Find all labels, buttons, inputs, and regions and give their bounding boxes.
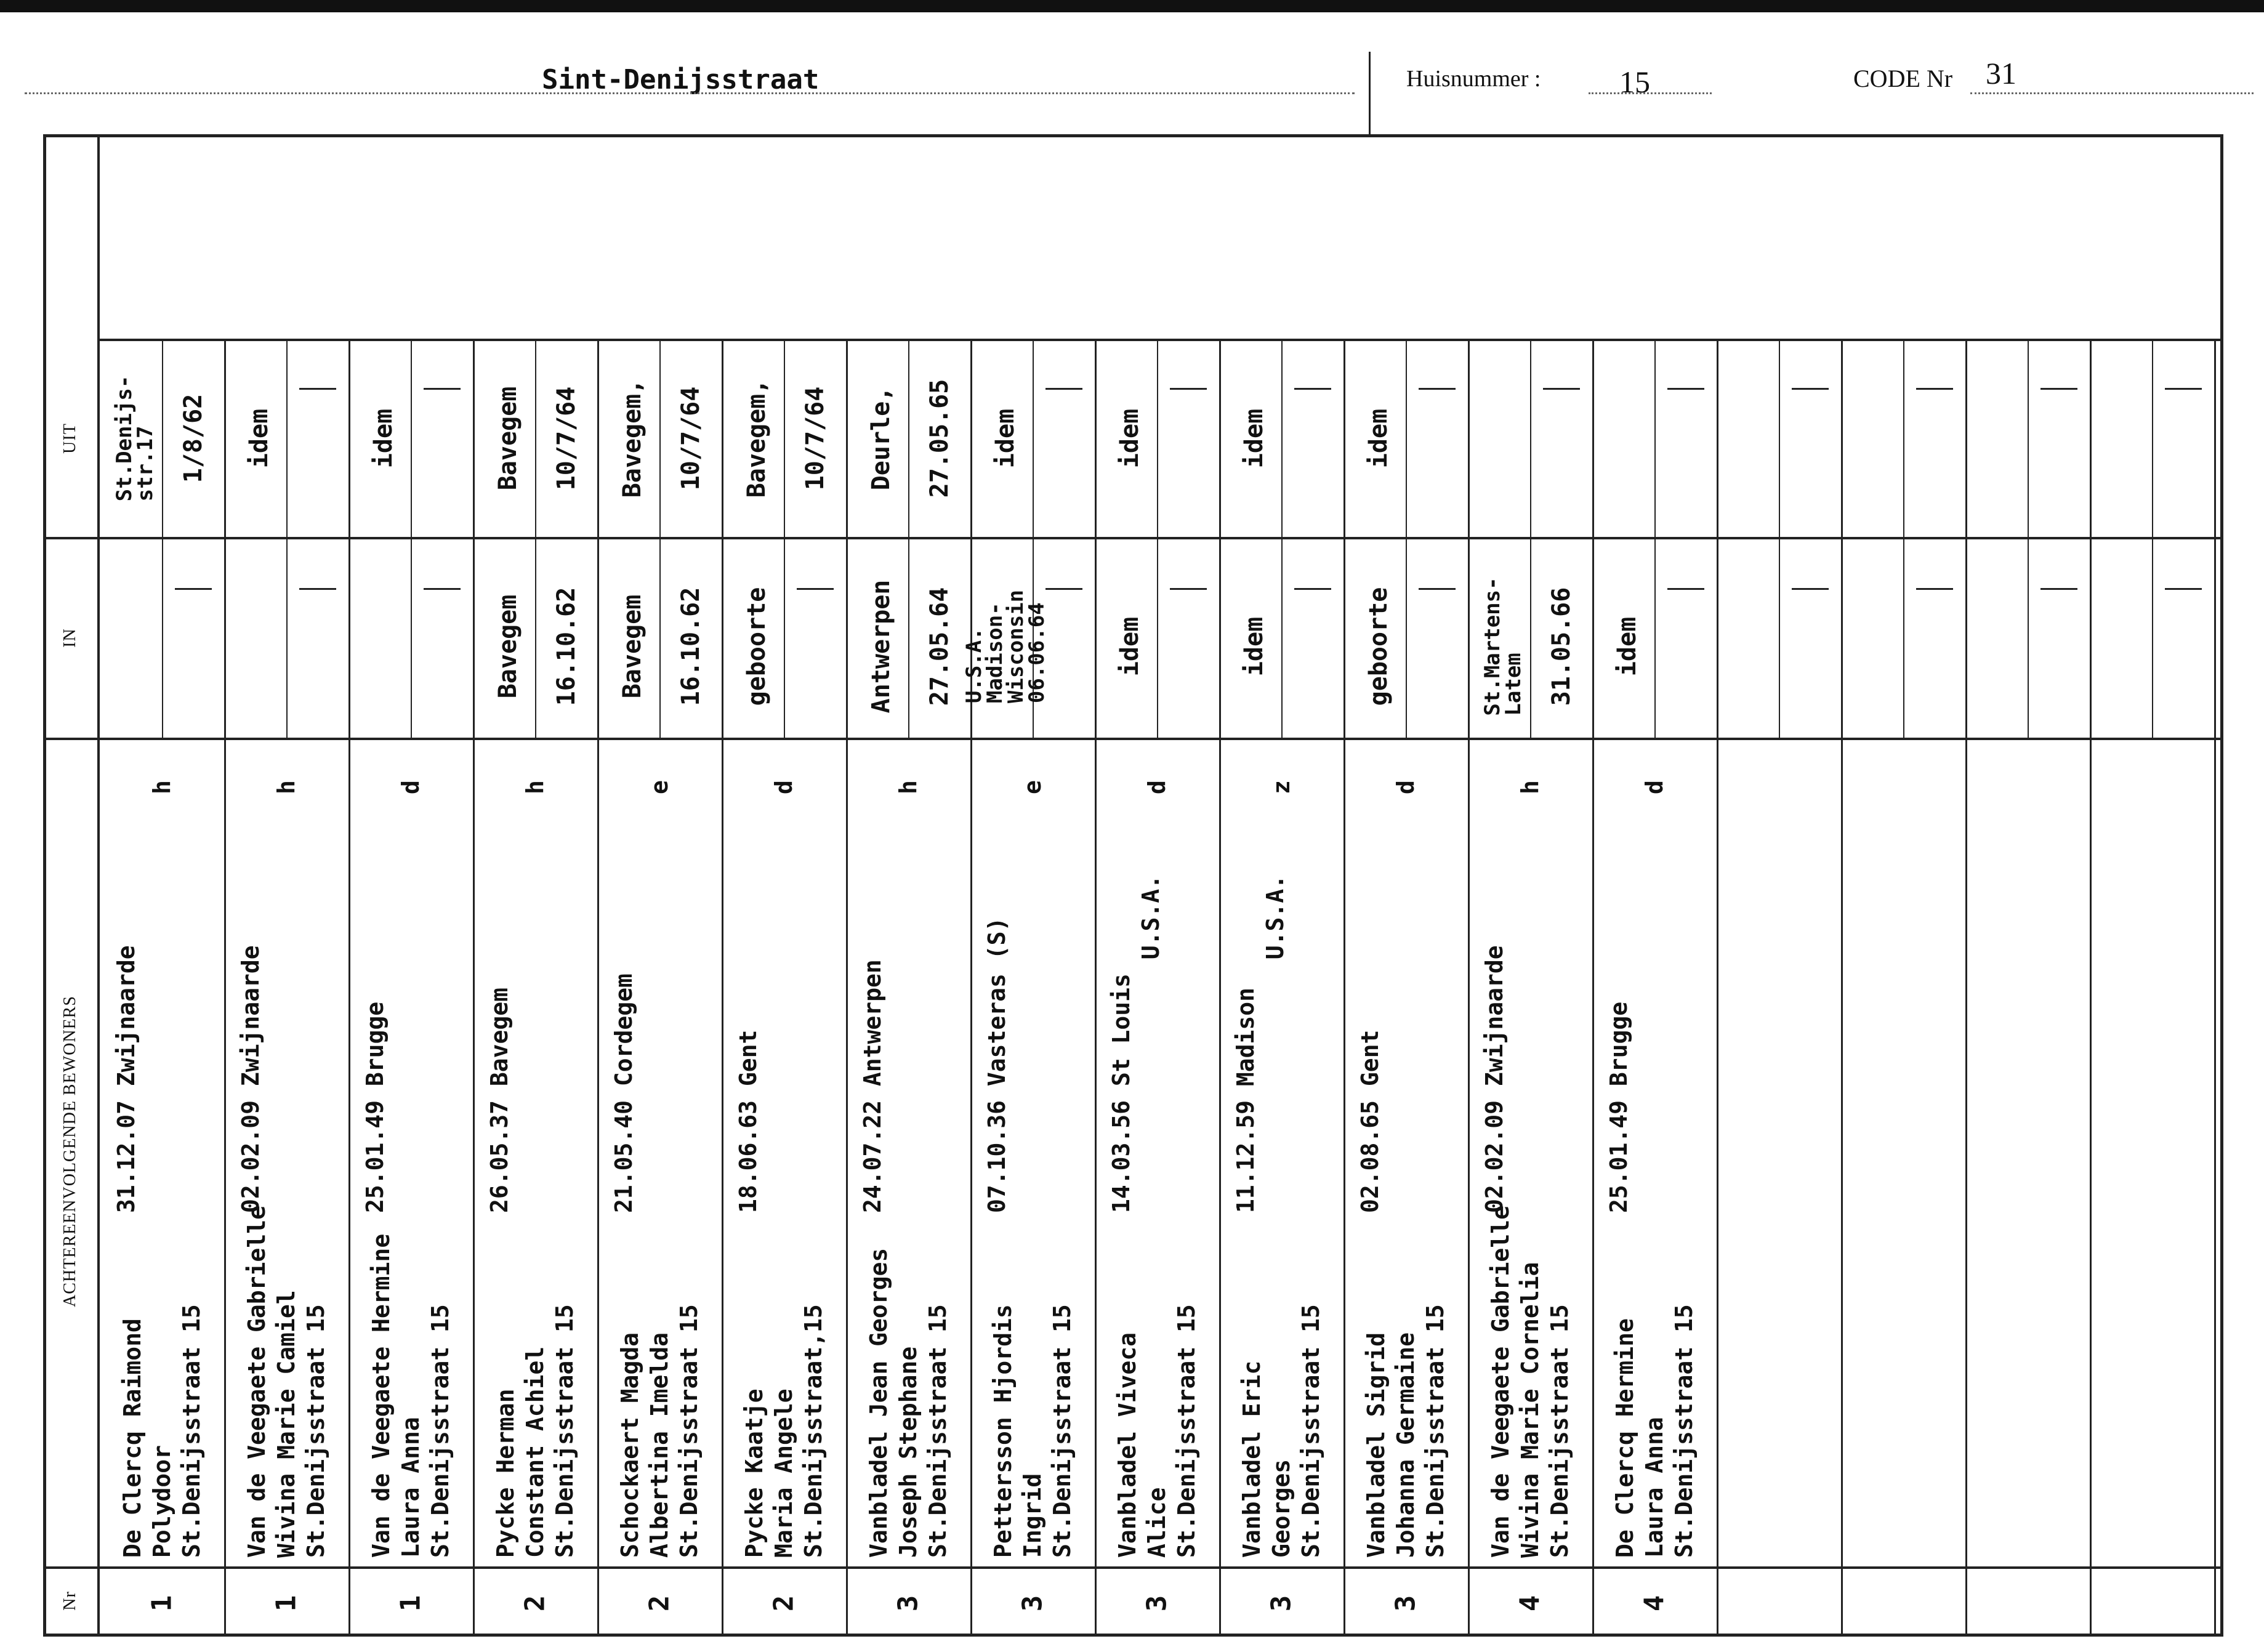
out-date: 27.05.65 [925, 379, 954, 498]
section-line-top [99, 339, 2223, 341]
resident-entry [361, 745, 455, 1558]
house-number-dotted-line [1589, 92, 1712, 94]
in-inner-split [659, 539, 661, 738]
resident-sex: d [770, 780, 797, 794]
in-date-empty [2040, 588, 2077, 590]
resident-given-names: Johanna Germaine [1392, 1332, 1419, 1558]
out-date-empty [1543, 388, 1580, 390]
resident-address: St.Denijsstraat 15 [427, 1304, 454, 1558]
uit-inner-split [908, 341, 909, 537]
uit-inner-split [1530, 341, 1531, 537]
resident-address: St.Denijsstraat 15 [1422, 1304, 1449, 1558]
row-separator [2090, 339, 2092, 1637]
column-label-residents: ACHTEREENVOLGENDE BEWONERS [60, 996, 79, 1307]
resident-given-names: Wivina Marie Camiel [273, 1290, 300, 1558]
resident-given-names: Laura Anna [1641, 1417, 1668, 1558]
row-separator [1841, 339, 1843, 1637]
row-separator [970, 339, 972, 1637]
out-place: idem [369, 408, 398, 469]
resident-birth: 07.10.36 Vasteras (S) [983, 917, 1010, 1213]
resident-sex: e [1019, 780, 1046, 794]
row-number: 3 [1017, 1595, 1049, 1612]
out-date: 10/7/64 [552, 386, 581, 491]
code-dotted-line [1970, 92, 2254, 94]
section-line-uit-in [43, 537, 2223, 539]
resident-address: St.Denijsstraat 15 [1173, 1304, 1200, 1558]
resident-given-names: Ingrid [1019, 1473, 1046, 1558]
in-inner-split [908, 539, 909, 738]
resident-entry [1108, 745, 1201, 1558]
resident-address: St.Denijsstraat 15 [1546, 1304, 1573, 1558]
street-name: Sint-Denijsstraat [542, 64, 820, 95]
in-date: 27.05.64 [925, 587, 954, 706]
row-number: 3 [1141, 1595, 1173, 1612]
resident-given-names: Alice [1143, 1487, 1170, 1558]
uit-inner-split [1654, 341, 1656, 537]
resident-name: Pycke Herman [492, 1388, 519, 1558]
row-separator [1717, 339, 1718, 1637]
nr-inner-split [1095, 1569, 1097, 1637]
resident-given-names: Maria Angele [770, 1388, 797, 1558]
row-number: 2 [519, 1595, 551, 1612]
row-separator [1468, 339, 1470, 1637]
nr-inner-split [1592, 1569, 1594, 1637]
in-place: geboorte [742, 587, 771, 706]
row-number: 3 [1390, 1595, 1422, 1612]
row-number: 4 [1638, 1595, 1670, 1612]
resident-birth: 02.08.65 Gent [1356, 1029, 1384, 1213]
row-separator [1965, 339, 1967, 1637]
in-inner-split [2028, 539, 2029, 738]
section-line-in-bewoners [43, 738, 2223, 740]
out-date-empty [1294, 388, 1331, 390]
resident-birth: 02.02.09 Zwijnaarde [237, 945, 264, 1213]
in-inner-split [1779, 539, 1780, 738]
nr-inner-split [722, 1569, 723, 1637]
out-date-empty [2165, 388, 2202, 390]
in-inner-split [1903, 539, 1904, 738]
resident-birth: 21.05.40 Cordegem [610, 973, 637, 1213]
in-date-empty [1916, 588, 1953, 590]
resident-address: St.Denijsstraat,15 [800, 1304, 827, 1558]
in-inner-split [1406, 539, 1407, 738]
resident-entry [983, 745, 1077, 1558]
resident-given-names: Constant Achiel [522, 1346, 549, 1558]
out-place: idem [1364, 408, 1393, 469]
resident-birth: 26.05.37 Bavegem [486, 987, 513, 1213]
section-line-bewoners-nr [43, 1566, 2223, 1569]
in-date: 31.05.66 [1547, 587, 1576, 706]
resident-birth: 25.01.49 Brugge [361, 1001, 389, 1213]
nr-inner-split [846, 1569, 848, 1637]
resident-given-names: Wivina Marie Cornelia [1517, 1262, 1544, 1558]
uit-inner-split [286, 341, 288, 537]
out-place: St.Denijs- str.17 [111, 375, 158, 502]
resident-sex: d [1392, 780, 1419, 794]
uit-inner-split [1779, 341, 1780, 537]
nr-inner-split [473, 1569, 475, 1637]
resident-entry [237, 745, 331, 1558]
row-separator [846, 339, 848, 1637]
resident-entry [113, 745, 206, 1558]
uit-inner-split [1033, 341, 1034, 537]
in-date: 16.10.62 [552, 587, 581, 706]
column-label-uit: UIT [60, 423, 79, 454]
out-date: 1/8/62 [179, 393, 207, 483]
uit-inner-split [1281, 341, 1283, 537]
out-date-empty [1419, 388, 1456, 390]
row-separator [224, 339, 226, 1637]
in-inner-split [162, 539, 163, 738]
row-separator [1343, 339, 1345, 1637]
nr-inner-split [597, 1569, 599, 1637]
out-date-empty [2040, 388, 2077, 390]
in-date-empty [1170, 588, 1207, 590]
row-number: 4 [1514, 1595, 1546, 1612]
out-date-empty [1916, 388, 1953, 390]
row-number: 3 [1265, 1595, 1297, 1612]
resident-birth: 14.03.56 St Louis U.S.A. [1108, 874, 1164, 1213]
resident-sex: e [646, 780, 673, 794]
in-inner-split [286, 539, 288, 738]
nr-inner-split [970, 1569, 972, 1637]
in-inner-split [1530, 539, 1531, 738]
resident-birth: 25.01.49 Brugge [1605, 1001, 1632, 1213]
column-label-nr: Nr [60, 1591, 79, 1611]
uit-inner-split [784, 341, 785, 537]
out-date-empty [424, 388, 461, 390]
out-place: Bavegem, [742, 379, 771, 498]
in-place: Bavegem [618, 594, 647, 699]
resident-sex: h [522, 780, 549, 794]
resident-entry [1605, 745, 1699, 1558]
resident-sex: d [397, 780, 424, 794]
out-date-empty [1792, 388, 1829, 390]
resident-sex: d [1641, 780, 1668, 794]
uit-inner-split [1406, 341, 1407, 537]
out-place: idem [244, 408, 273, 469]
out-date-empty [1045, 388, 1082, 390]
resident-address: St.Denijsstraat 15 [1049, 1304, 1076, 1558]
out-date-empty [299, 388, 336, 390]
nr-inner-split [1841, 1569, 1843, 1637]
resident-name: Pettersson Hjordis [989, 1304, 1017, 1558]
header-separator [1369, 52, 1371, 135]
uit-inner-split [659, 341, 661, 537]
out-place: idem [991, 408, 1020, 469]
code-value: 31 [1986, 56, 2016, 91]
resident-given-names: Albertina Imelda [646, 1332, 673, 1558]
resident-sex: h [273, 780, 300, 794]
nr-inner-split [1965, 1569, 1967, 1637]
in-date-empty [1792, 588, 1829, 590]
out-date: 10/7/64 [676, 386, 705, 491]
row-separator [2214, 339, 2216, 1637]
house-number-label: Huisnummer : [1406, 66, 1541, 92]
uit-inner-split [535, 341, 536, 537]
resident-birth: 31.12.07 Zwijnaarde [113, 945, 140, 1213]
in-date-empty [2165, 588, 2202, 590]
resident-address: St.Denijsstraat 15 [178, 1304, 205, 1558]
in-place: idem [1115, 616, 1144, 677]
row-separator [1095, 339, 1097, 1637]
resident-address: St.Denijsstraat 15 [302, 1304, 329, 1558]
in-date-empty [1667, 588, 1704, 590]
out-place: Bavegem [493, 386, 522, 491]
uit-inner-split [1903, 341, 1904, 537]
resident-given-names: Joseph Stephane [895, 1346, 922, 1558]
in-place: St.Martens- Latem [1480, 577, 1526, 716]
row-number: 1 [270, 1595, 302, 1612]
in-inner-split [1654, 539, 1656, 738]
resident-birth: 11.12.59 Madison U.S.A. [1232, 874, 1289, 1213]
nr-inner-split [1219, 1569, 1221, 1637]
row-separator [722, 339, 723, 1637]
resident-entry [859, 745, 953, 1558]
resident-birth: 02.02.09 Zwijnaarde [1481, 945, 1508, 1213]
resident-address: St.Denijsstraat 15 [1297, 1304, 1324, 1558]
resident-sex: h [1517, 780, 1544, 794]
resident-name: Schockaert Magda [616, 1332, 643, 1558]
resident-name: Van de Veegaete Gabrielle [243, 1206, 270, 1558]
in-inner-split [784, 539, 785, 738]
row-number: 2 [643, 1595, 675, 1612]
resident-entry [1356, 745, 1450, 1558]
resident-name: Van de Veegaete Gabrielle [1487, 1206, 1514, 1558]
in-date-empty [1294, 588, 1331, 590]
out-place: idem [1239, 408, 1268, 469]
out-date-empty [1667, 388, 1704, 390]
resident-given-names: Polydoor [148, 1444, 175, 1558]
resident-given-names: Laura Anna [397, 1417, 424, 1558]
in-inner-split [411, 539, 412, 738]
resident-address: St.Denijsstraat 15 [1670, 1304, 1698, 1558]
resident-entry [1232, 745, 1326, 1558]
resident-name: Pycke Kaatje [741, 1388, 768, 1558]
resident-sex: h [895, 780, 922, 794]
in-date-empty [1419, 588, 1456, 590]
resident-name: Vanbladel Viveca [1114, 1332, 1141, 1558]
nr-inner-split [2090, 1569, 2092, 1637]
in-date-empty [797, 588, 834, 590]
row-number: 1 [395, 1595, 427, 1612]
resident-birth: 18.06.63 Gent [735, 1029, 762, 1213]
resident-name: Van de Veegaete Hermine [368, 1233, 395, 1558]
out-place: idem [1115, 408, 1144, 469]
in-inner-split [1281, 539, 1283, 738]
resident-entry [735, 745, 828, 1558]
out-place: Bavegem, [618, 379, 647, 498]
resident-name: De Clercq Raimond [119, 1318, 146, 1558]
nr-inner-split [1343, 1569, 1345, 1637]
row-number: 1 [146, 1595, 178, 1612]
street-dotted-line [25, 92, 1355, 94]
resident-birth: 24.07.22 Antwerpen [859, 959, 886, 1213]
resident-address: St.Denijsstraat 15 [675, 1304, 703, 1558]
in-place: Bavegem [493, 594, 522, 699]
uit-inner-split [411, 341, 412, 537]
row-number: 3 [892, 1595, 924, 1612]
code-label: CODE Nr [1853, 65, 1953, 92]
row-separator [473, 339, 475, 1637]
out-date-empty [1170, 388, 1207, 390]
column-label-in: IN [60, 628, 79, 648]
resident-address: St.Denijsstraat 15 [551, 1304, 578, 1558]
row-number: 2 [768, 1595, 800, 1612]
in-place: Antwerpen [866, 579, 895, 714]
nr-inner-split [224, 1569, 226, 1637]
row-separator [348, 339, 350, 1637]
nr-inner-split [1468, 1569, 1470, 1637]
in-inner-split [2152, 539, 2153, 738]
resident-address: St.Denijsstraat 15 [924, 1304, 951, 1558]
resident-given-names: Georges [1268, 1459, 1295, 1558]
out-place: Deurle, [866, 386, 895, 491]
uit-inner-split [1157, 341, 1158, 537]
in-date-empty [1045, 588, 1082, 590]
label-column-separator [97, 134, 100, 1637]
row-separator [1219, 339, 1221, 1637]
in-date-empty [299, 588, 336, 590]
resident-sex: z [1268, 780, 1295, 794]
in-date-empty [424, 588, 461, 590]
resident-sex: h [148, 780, 175, 794]
in-place: geboorte [1364, 587, 1393, 706]
out-date: 10/7/64 [800, 386, 829, 491]
resident-sex: d [1143, 780, 1170, 794]
house-number-value: 15 [1619, 65, 1650, 99]
in-place: U.S.A. Madison- Wisconsin 06.06.64 [961, 589, 1049, 704]
in-inner-split [1157, 539, 1158, 738]
uit-inner-split [2152, 341, 2153, 537]
resident-entry [486, 745, 579, 1558]
resident-entry [610, 745, 704, 1558]
scan-top-border [0, 0, 2264, 12]
resident-name: De Clercq Hermine [1611, 1318, 1638, 1558]
nr-inner-split [2214, 1569, 2216, 1637]
nr-inner-split [1717, 1569, 1718, 1637]
row-separator [1592, 339, 1594, 1637]
in-place: idem [1239, 616, 1268, 677]
resident-name: Vanbladel Eric [1238, 1360, 1265, 1558]
nr-inner-split [348, 1569, 350, 1637]
in-date-empty [175, 588, 212, 590]
uit-inner-split [2028, 341, 2029, 537]
uit-inner-split [162, 341, 163, 537]
in-inner-split [535, 539, 536, 738]
resident-name: Vanbladel Sigrid [1363, 1332, 1390, 1558]
in-date: 16.10.62 [676, 587, 705, 706]
in-place: idem [1613, 616, 1642, 677]
resident-entry [1481, 745, 1574, 1558]
row-separator [597, 339, 599, 1637]
resident-name: Vanbladel Jean Georges [865, 1247, 892, 1558]
